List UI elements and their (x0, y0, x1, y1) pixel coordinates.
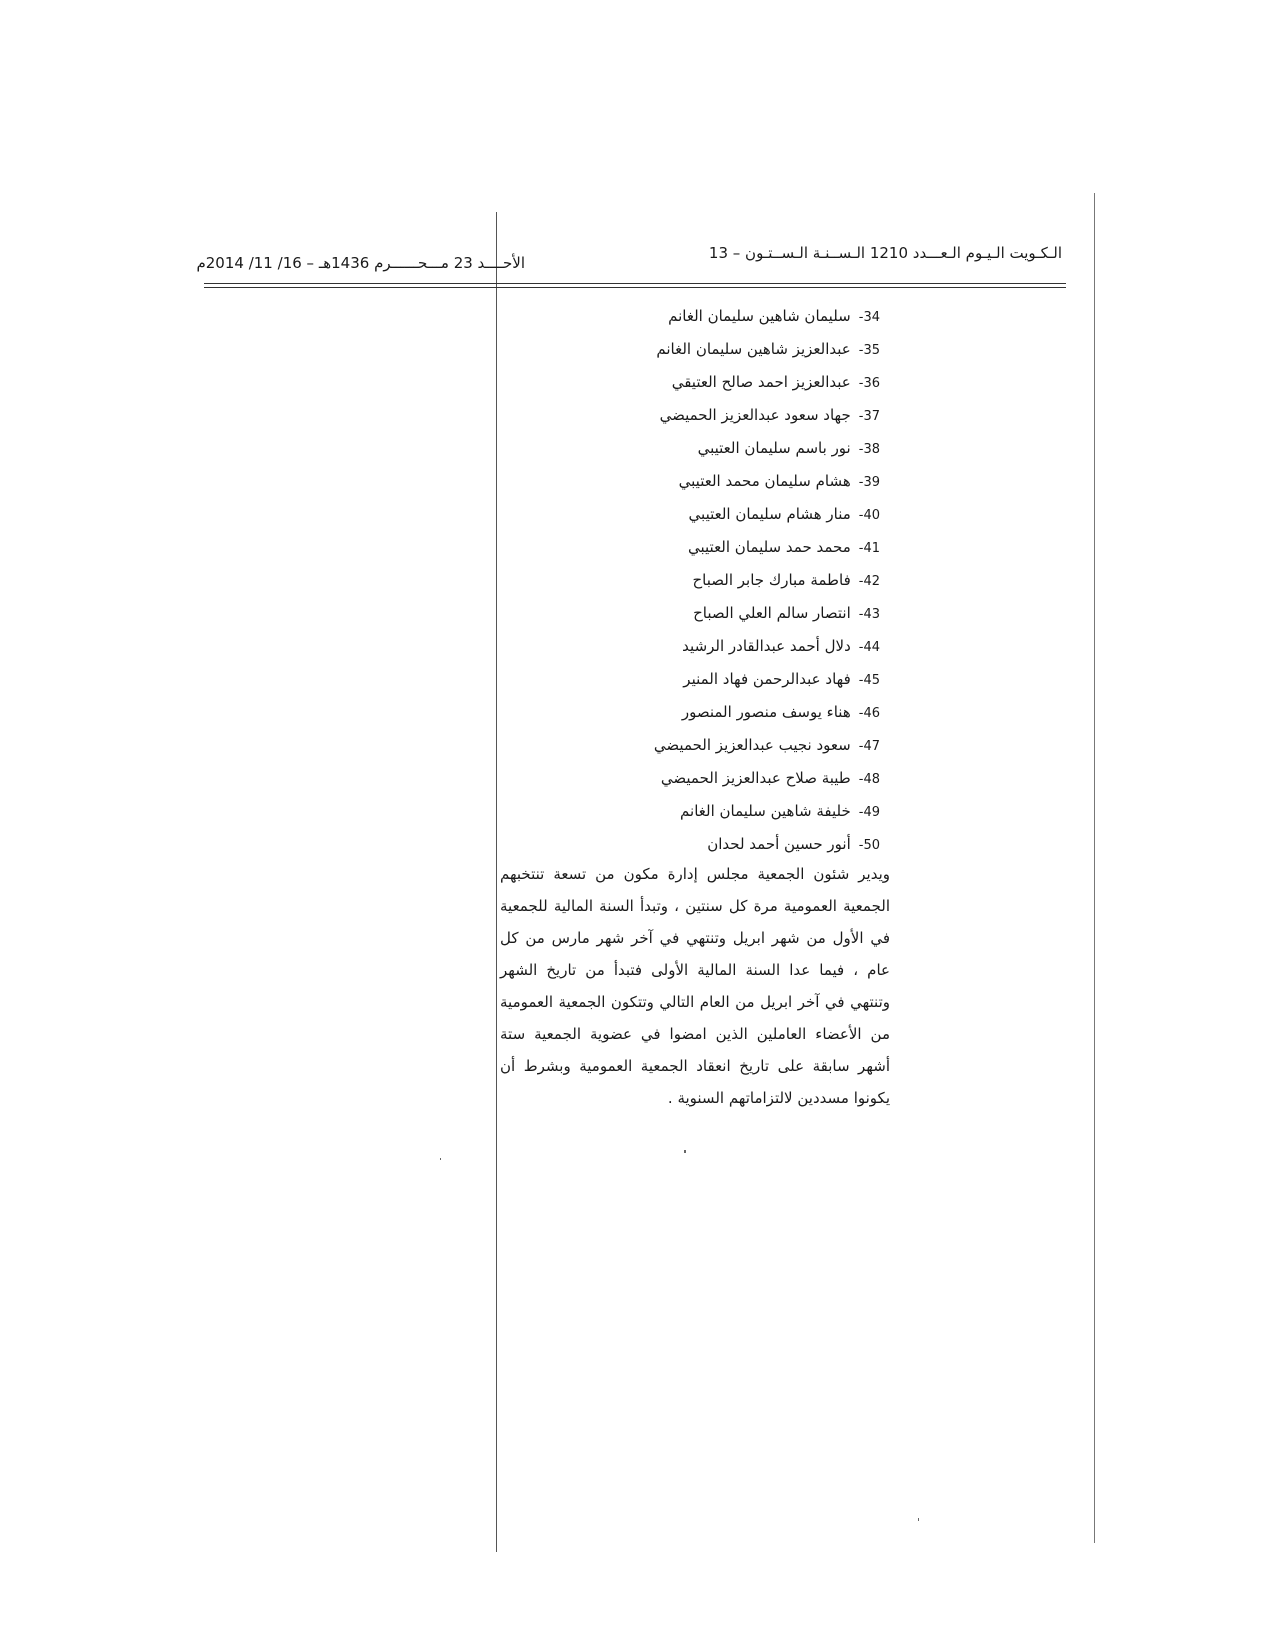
body-paragraph: ويدير شئون الجمعية مجلس إدارة مكون من تسعة تنتخبهم الجمعية العمومية مرة كل سنتين ، وتبدأ السنة المالية للجمعية في الأول من شهر ابريل وتنتهي في آخر شهر مارس من كل عام ، فيما عدا السنة المالية الأولى فتبدأ من تاريخ الشهر وتنتهي في آخر ابريل من العام التالي وتتكون الجمعية العمومية من الأعضاء العاملين الذين امضوا في عضوية الجمعية ستة أشهر سابقة على تاريخ انعقاد الجمعية العمومية وبشرط أن يكونوا مسددين لالتزاماتهم السنوية . (500, 865, 890, 1107)
page-edge-rule (1094, 193, 1095, 1543)
item-number: 47- (858, 739, 880, 754)
item-number: 35- (858, 343, 880, 358)
list-item (560, 498, 880, 531)
list-item (560, 432, 880, 465)
item-number: 50- (858, 838, 880, 853)
list-item (560, 729, 880, 762)
member-name: خليفة شاهين سليمان الغانم (680, 802, 851, 820)
member-name: منار هشام سليمان العتيبي (688, 505, 851, 523)
member-name: أنور حسين أحمد لحدان (707, 835, 851, 853)
item-number: 43- (858, 607, 880, 622)
list-item (560, 762, 880, 795)
column-divider (496, 212, 497, 1552)
header-rule-bottom (204, 287, 1066, 288)
scan-speck (440, 1158, 441, 1160)
item-number: 44- (858, 640, 880, 655)
item-number: 48- (858, 772, 880, 787)
header-rule-top (204, 283, 1066, 284)
item-number: 37- (858, 409, 880, 424)
list-item (560, 465, 880, 498)
item-number: 49- (858, 805, 880, 820)
list-item (560, 333, 880, 366)
item-number: 36- (858, 376, 880, 391)
member-name: سعود نجيب عبدالعزيز الحميضي (653, 736, 851, 754)
item-number: 41- (858, 541, 880, 556)
member-name: محمد حمد سليمان العتيبي (687, 538, 851, 556)
list-item (560, 531, 880, 564)
member-name: عبدالعزيز شاهين سليمان الغانم (656, 340, 851, 358)
list-item (560, 795, 880, 828)
item-number: 46- (858, 706, 880, 721)
header-date: الأحــــد 23 مـــحــــــرم 1436هـ – 16/ 11/ 2014م (196, 254, 525, 272)
list-item (560, 564, 880, 597)
member-name: سليمان شاهين سليمان الغانم (668, 307, 851, 325)
list-item (560, 300, 880, 333)
item-number: 42- (858, 574, 880, 589)
list-item (560, 696, 880, 729)
member-name: فهاد عبدالرحمن فهاد المنير (683, 670, 851, 688)
member-name: جهاد سعود عبدالعزيز الحميضي (659, 406, 851, 424)
item-number: 34- (858, 310, 880, 325)
item-number: 39- (858, 475, 880, 490)
member-name: انتصار سالم العلي الصباح (693, 604, 851, 622)
list-item (560, 399, 880, 432)
member-name: نور باسم سليمان العتيبي (697, 439, 851, 457)
member-name: هناء يوسف منصور المنصور (681, 703, 851, 721)
members-list (560, 300, 880, 861)
scan-speck (918, 1518, 919, 1521)
member-name: طيبة صلاح عبدالعزيز الحميضي (660, 769, 851, 787)
list-item (560, 630, 880, 663)
member-name: هشام سليمان محمد العتيبي (678, 472, 851, 490)
member-name: عبدالعزيز احمد صالح العتيقي (671, 373, 851, 391)
list-item (560, 366, 880, 399)
member-name: دلال أحمد عبدالقادر الرشيد (682, 637, 851, 655)
item-number: 38- (858, 442, 880, 457)
list-item (560, 597, 880, 630)
item-number: 40- (858, 508, 880, 523)
member-name: فاطمة مبارك جابر الصباح (692, 571, 851, 589)
list-item (560, 663, 880, 696)
scan-speck (684, 1150, 686, 1153)
list-item (560, 828, 880, 861)
header-issue: الـكـويت الـيـوم الـعـــدد 1210 الـســنـة الـســتـون – 13 (708, 244, 1062, 262)
item-number: 45- (858, 673, 880, 688)
